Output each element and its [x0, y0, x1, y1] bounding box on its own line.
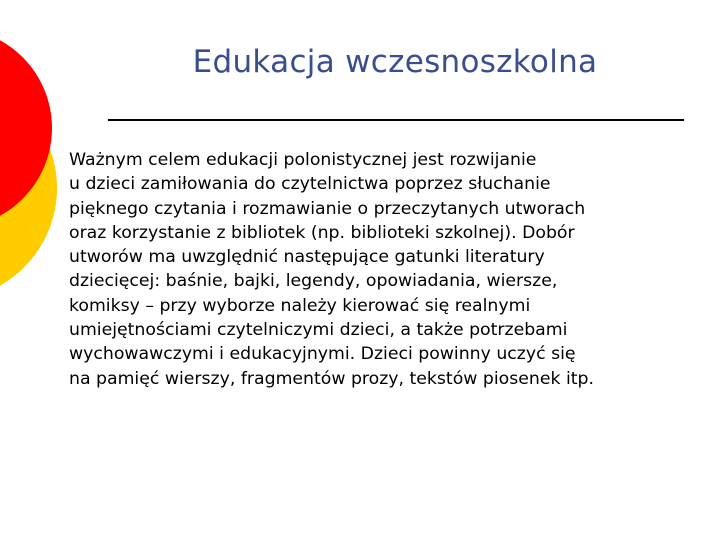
body-line: wychowawczymi i edukacyjnymi. Dzieci powinny uczyć się: [69, 344, 576, 365]
body-line: pięknego czytania i rozmawianie o przeczytanych utworach: [69, 198, 586, 219]
body-line: u dzieci zamiłowania do czytelnictwa poprzez słuchanie: [69, 174, 551, 195]
body-line: umiejętnościami czytelniczymi dzieci, a także potrzebami: [69, 320, 568, 341]
body-line: dziecięcej: baśnie, bajki, legendy, opowiadania, wiersze,: [69, 271, 558, 292]
slide-body: [69, 148, 709, 391]
title-divider: [108, 119, 684, 121]
body-line: Ważnym celem edukacji polonistycznej jest rozwijanie: [69, 150, 537, 170]
body-line: oraz korzystanie z bibliotek (np. biblioteki szkolnej). Dobór: [69, 222, 575, 243]
yellow-circle: [0, 76, 57, 300]
body-line: komiksy – przy wyborze należy kierować się realnymi: [69, 295, 531, 316]
slide-title: Edukacja wczesnoszkolna: [192, 44, 598, 80]
body-line: utworów ma uwzględnić następujące gatunki literatury: [69, 247, 545, 268]
body-line: na pamięć wierszy, fragmentów prozy, tekstów piosenek itp.: [69, 368, 595, 389]
